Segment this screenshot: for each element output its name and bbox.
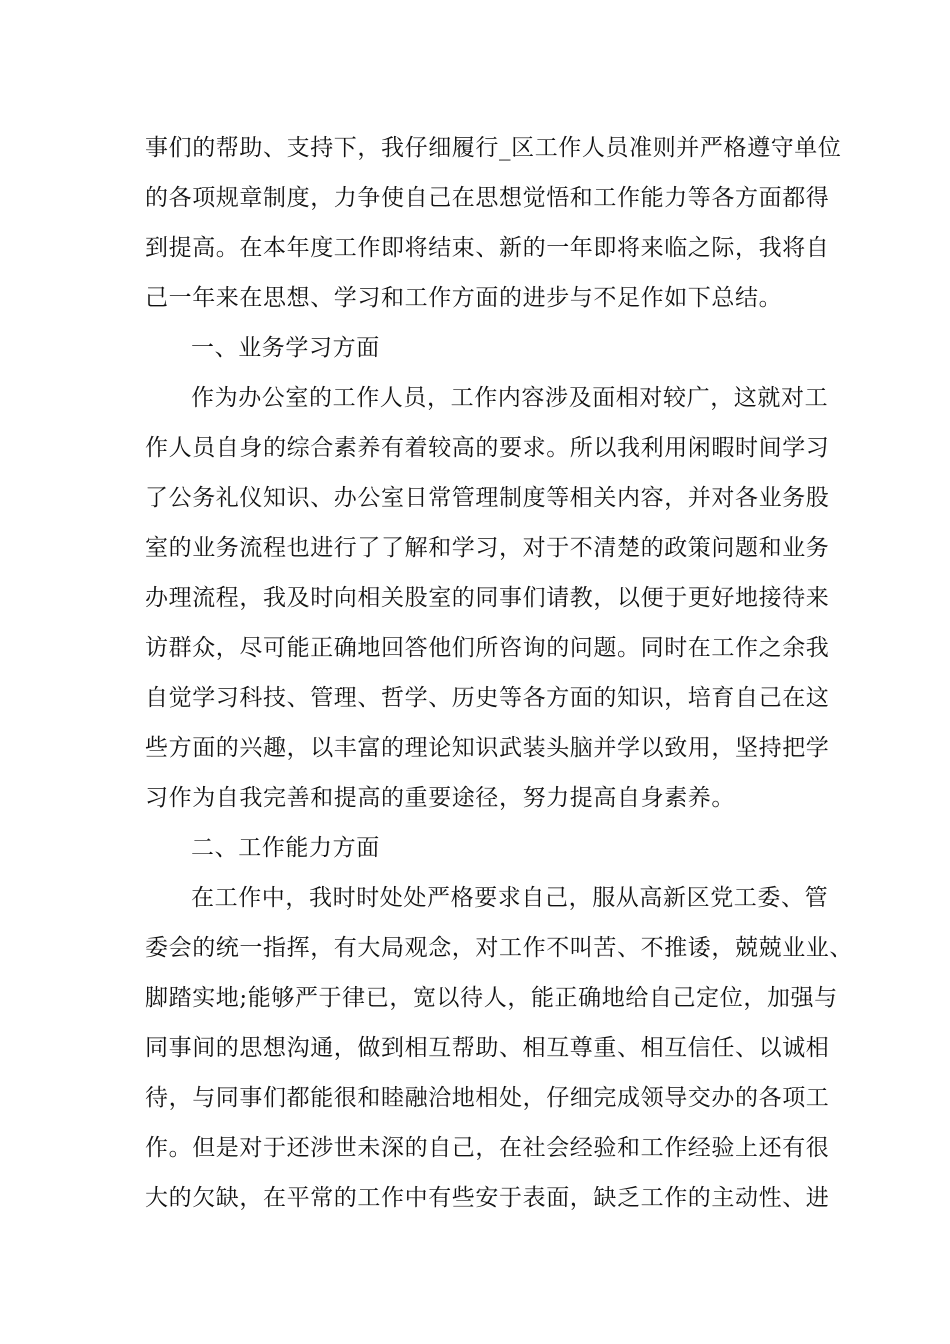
body-text-line: 作。但是对于还涉世未深的自己，在社会经验和工作经验上还有很 bbox=[145, 1135, 830, 1161]
body-text-line: 在工作中，我时时处处严格要求自己，服从高新区党工委、管 bbox=[191, 885, 829, 911]
body-text-line: 脚踏实地;能够严于律已，宽以待人，能正确地给自己定位，加强与 bbox=[145, 985, 838, 1011]
body-text-line: 同事间的思想沟通，做到相互帮助、相互尊重、相互信任、以诚相 bbox=[145, 1035, 830, 1061]
body-text-line: 了公务礼仪知识、办公室日常管理制度等相关内容，并对各业务股 bbox=[145, 485, 830, 511]
body-text-line: 自觉学习科技、管理、哲学、历史等各方面的知识，培育自己在这 bbox=[145, 685, 830, 711]
body-text-line: 作人员自身的综合素养有着较高的要求。所以我利用闲暇时间学习 bbox=[145, 435, 830, 461]
body-text-line: 己一年来在思想、学习和工作方面的进步与不足作如下总结。 bbox=[145, 285, 783, 311]
body-text-line: 办理流程，我及时向相关股室的同事们请教，以便于更好地接待来 bbox=[145, 585, 830, 611]
body-text-line: 事们的帮助、支持下，我仔细履行_区工作人员准则并严格遵守单位 bbox=[145, 135, 842, 161]
body-text-line: 待，与同事们都能很和睦融洽地相处，仔细完成领导交办的各项工 bbox=[145, 1085, 830, 1111]
body-text-line: 些方面的兴趣，以丰富的理论知识武装头脑并学以致用，坚持把学 bbox=[145, 735, 830, 761]
body-text-line: 习作为自我完善和提高的重要途径，努力提高自身素养。 bbox=[145, 785, 735, 811]
body-text-line: 作为办公室的工作人员，工作内容涉及面相对较广，这就对工 bbox=[191, 385, 829, 411]
body-text-line: 访群众，尽可能正确地回答他们所咨询的问题。同时在工作之余我 bbox=[145, 635, 830, 661]
body-text-line: 的各项规章制度，力争使自己在思想觉悟和工作能力等各方面都得 bbox=[145, 185, 830, 211]
body-text-line: 委会的统一指挥，有大局观念，对工作不叫苦、不推诿，兢兢业业、 bbox=[145, 935, 853, 961]
section-heading-work-ability: 二、工作能力方面 bbox=[191, 835, 380, 861]
body-text-line: 室的业务流程也进行了了解和学习，对于不清楚的政策问题和业务 bbox=[145, 535, 830, 561]
section-heading-business-study: 一、业务学习方面 bbox=[191, 335, 380, 361]
body-text-line: 大的欠缺，在平常的工作中有些安于表面，缺乏工作的主动性、进 bbox=[145, 1185, 830, 1211]
body-text-line: 到提高。在本年度工作即将结束、新的一年即将来临之际，我将自 bbox=[145, 235, 830, 261]
